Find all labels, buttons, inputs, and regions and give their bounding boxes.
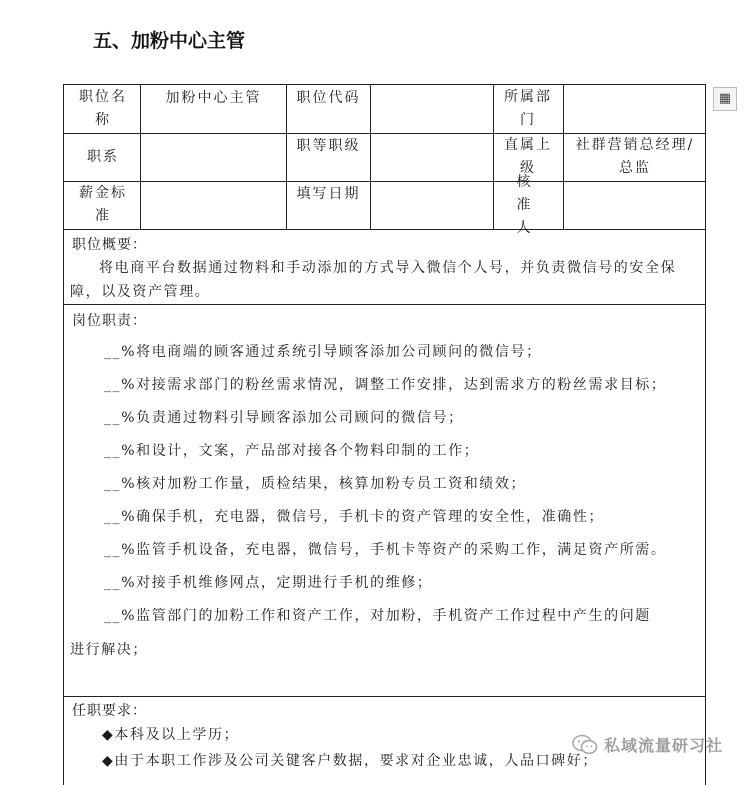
duties-title: 岗位职责：: [72, 313, 147, 329]
duty-item: __%和设计，文案，产品部对接各个物料印制的工作；: [104, 443, 480, 459]
watermark-text: 私域流量研习社: [604, 736, 724, 755]
duty-item: __%确保手机，充电器，微信号，手机卡的资产管理的安全性，准确性；: [104, 509, 605, 525]
section-divider: [64, 304, 705, 305]
label-job-family: 职系: [87, 148, 119, 165]
label-salary-standard: 薪金标准: [79, 185, 127, 224]
value-position-code: [371, 85, 493, 133]
label-department: 所属部门: [504, 89, 552, 128]
value-department: [564, 85, 705, 133]
label-fill-date: 填写日期: [296, 186, 361, 202]
overview-title: 职位概要：: [72, 237, 147, 253]
duty-item: __%监管部门的加粉工作和资产工作，对加粉，手机资产工作过程中产生的问题: [104, 608, 651, 624]
duty-item: __%对接需求部门的粉丝需求情况，调整工作安排，达到需求方的粉丝需求目标；: [104, 377, 667, 393]
requirements-title: 任职要求：: [72, 703, 147, 719]
value-approver: [564, 181, 705, 229]
section-divider: [64, 696, 705, 697]
duty-item: __%核对加粉工作量，质检结果，核算加粉专员工资和绩效；: [104, 476, 527, 492]
value-position-name: 加粉中心主管: [165, 90, 262, 106]
value-direct-superior: 社群营销总经理/总监: [575, 137, 695, 176]
duty-item: __%对接手机维修网点，定期进行手机的维修；: [104, 575, 433, 591]
duty-item: __%将电商端的顾客通过系统引导顾客添加公司顾问的微信号；: [104, 344, 542, 360]
duty-item: __%监管手机设备，充电器，微信号，手机卡等资产的采购工作，满足资产所需。: [104, 542, 667, 558]
row-divider: [64, 229, 705, 230]
value-job-family: [141, 133, 286, 181]
job-description-table: [63, 84, 706, 785]
table-insert-icon[interactable]: ▦: [713, 87, 737, 111]
col-divider: [493, 85, 494, 229]
label-grade-level: 职等职级: [296, 138, 361, 154]
duty-item-continuation: 进行解决；: [70, 642, 148, 658]
value-fill-date: [371, 181, 493, 229]
watermark: [572, 733, 723, 756]
value-grade-level: [371, 133, 493, 181]
label-position-name: 职位名称: [79, 89, 127, 128]
requirement-item: ◆本科及以上学历；: [102, 727, 240, 743]
label-position-code: 职位代码: [296, 90, 361, 106]
duty-item: __%负责通过物料引导顾客添加公司顾问的微信号；: [104, 410, 464, 426]
wechat-logo-icon: [572, 734, 598, 756]
overview-text: 将电商平台数据通过物料和手动添加的方式导入微信个人号，并负责微信号的安全保障，以及资产管理。: [70, 260, 677, 300]
label-direct-superior: 直属上级: [504, 137, 552, 176]
section-title: 五、加粉中心主管: [93, 30, 246, 52]
requirement-item: ◆由于本职工作涉及公司关键客户数据，要求对企业忠诚，人品口碑好；: [102, 753, 598, 769]
value-salary-standard: [141, 181, 286, 229]
label-approver: 核准人: [516, 173, 540, 236]
